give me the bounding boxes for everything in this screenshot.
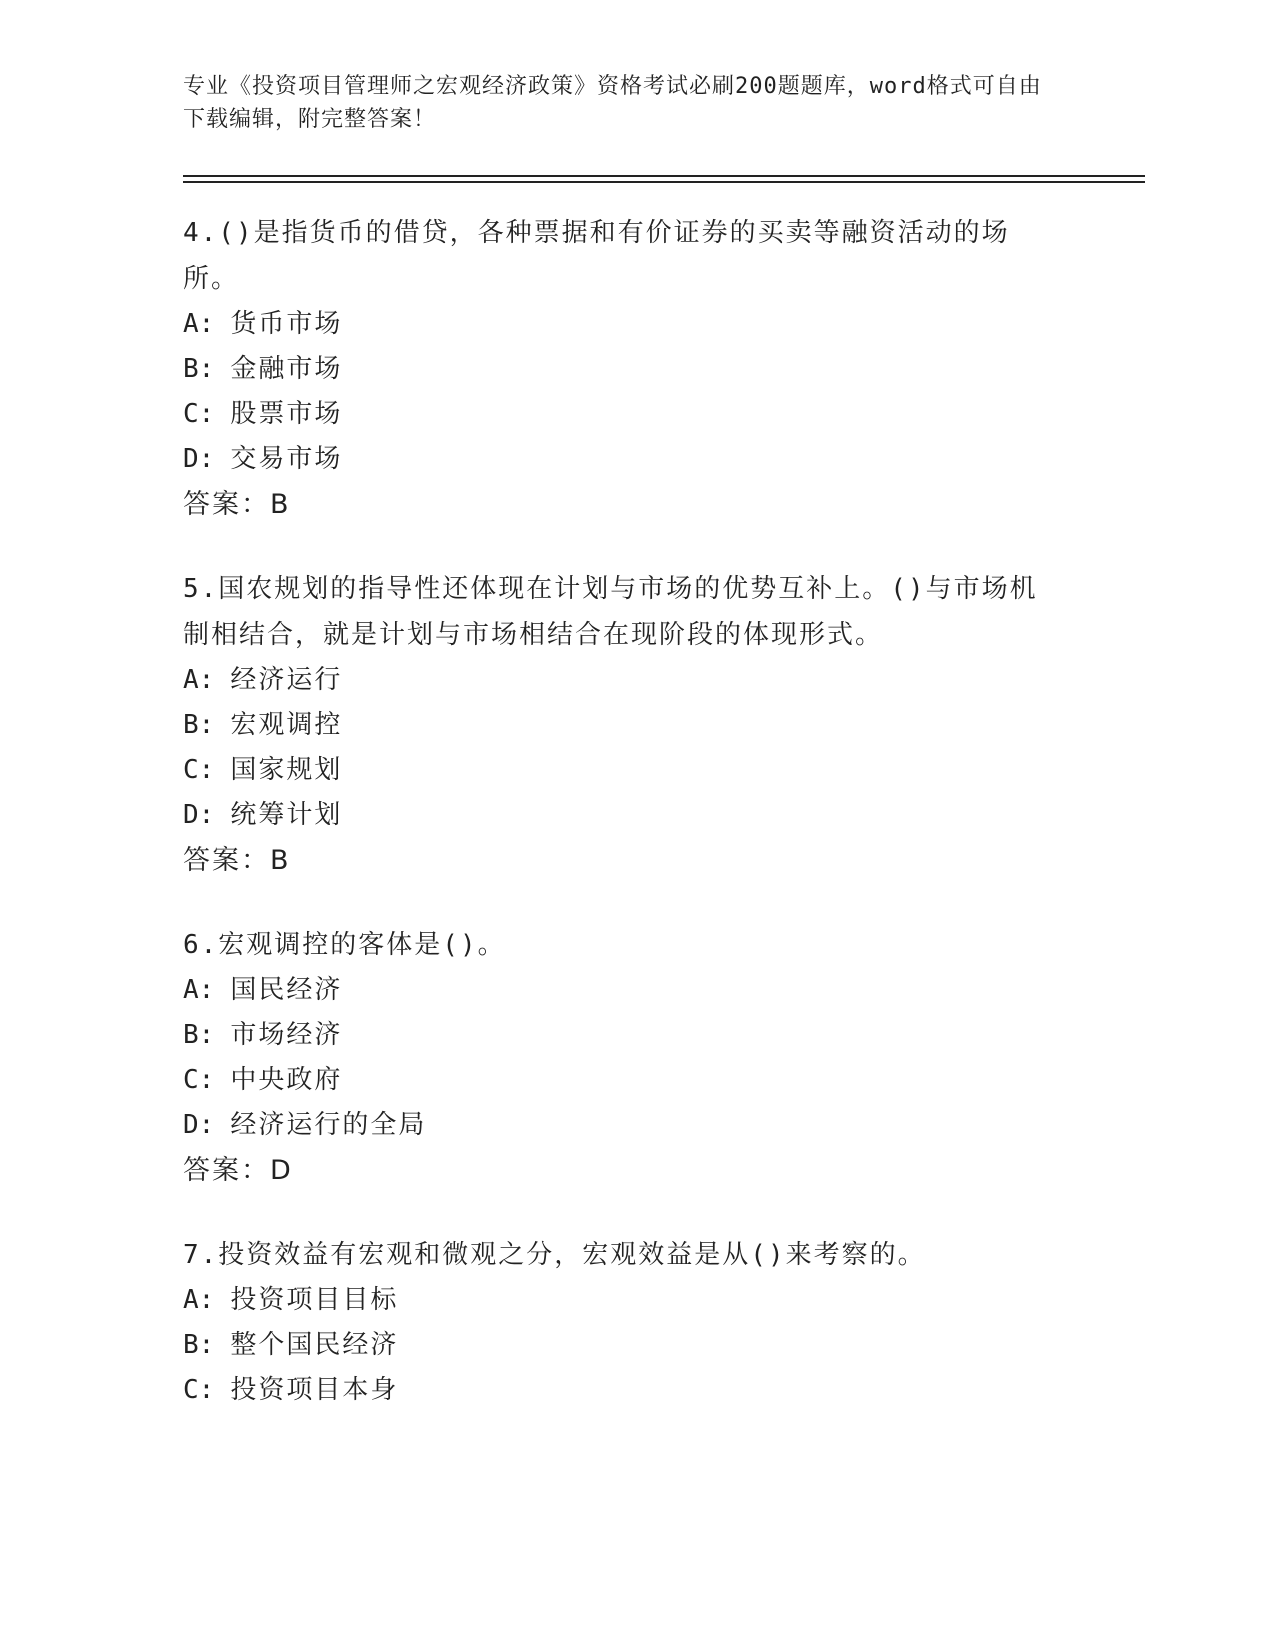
question-stem: 6.宏观调控的客体是()。 [183,930,506,960]
option-text: 股票市场 [230,399,343,429]
option-key: D: [183,444,215,474]
option-a [183,658,1063,703]
option-b [183,1013,1063,1058]
question-5 [183,566,1063,884]
option-text: 货币市场 [230,309,343,339]
option-d [183,1103,1063,1148]
question-4 [183,210,1063,528]
option-text: 统筹计划 [230,800,343,830]
document-header: 专业《投资项目管理师之宏观经济政策》资格考试必刷200题题库，word格式可自由下载编辑，附完整答案！ [183,74,1042,132]
option-text: 市场经济 [230,1020,343,1050]
question-7 [183,1232,1063,1413]
option-text: 宏观调控 [230,710,343,740]
answer-line: 答案：B [183,845,291,876]
option-d [183,793,1063,838]
option-key: A: [183,1285,215,1315]
option-key: C: [183,399,215,429]
option-key: A: [183,309,215,339]
option-text: 经济运行 [230,665,343,695]
option-b [183,347,1063,392]
option-key: B: [183,1330,215,1360]
option-key: C: [183,1065,215,1095]
option-text: 经济运行的全局 [230,1110,427,1140]
option-a [183,1278,1063,1323]
option-key: D: [183,800,215,830]
option-text: 交易市场 [230,444,343,474]
option-key: B: [183,710,215,740]
option-key: B: [183,1020,215,1050]
option-d [183,437,1063,482]
option-a [183,302,1063,347]
question-list [183,210,1063,1451]
question-stem: 5.国农规划的指导性还体现在计划与市场的优势互补上。()与市场机制相结合，就是计划与市场相结合在现阶段的体现形式。 [183,574,1038,650]
option-key: A: [183,975,215,1005]
option-text: 金融市场 [230,354,343,384]
option-key: C: [183,1375,215,1405]
option-c [183,1368,1063,1413]
option-key: A: [183,665,215,695]
question-stem: 7.投资效益有宏观和微观之分，宏观效益是从()来考察的。 [183,1240,926,1270]
answer-line: 答案：D [183,1155,293,1186]
option-key: C: [183,755,215,785]
option-text: 整个国民经济 [230,1330,399,1360]
option-a [183,968,1063,1013]
option-c [183,1058,1063,1103]
option-key: D: [183,1110,215,1140]
answer-line: 答案：B [183,489,291,520]
question-stem: 4.()是指货币的借贷，各种票据和有价证券的买卖等融资活动的场所。 [183,218,1010,294]
header-divider-bottom [183,181,1145,183]
question-6 [183,922,1063,1194]
option-text: 国家规划 [230,755,343,785]
option-c [183,748,1063,793]
option-text: 投资项目本身 [230,1375,399,1405]
option-key: B: [183,354,215,384]
option-b [183,703,1063,748]
option-text: 中央政府 [230,1065,343,1095]
option-text: 投资项目目标 [230,1285,399,1315]
option-b [183,1323,1063,1368]
option-text: 国民经济 [230,975,343,1005]
option-c [183,392,1063,437]
header-divider-top [183,175,1145,177]
